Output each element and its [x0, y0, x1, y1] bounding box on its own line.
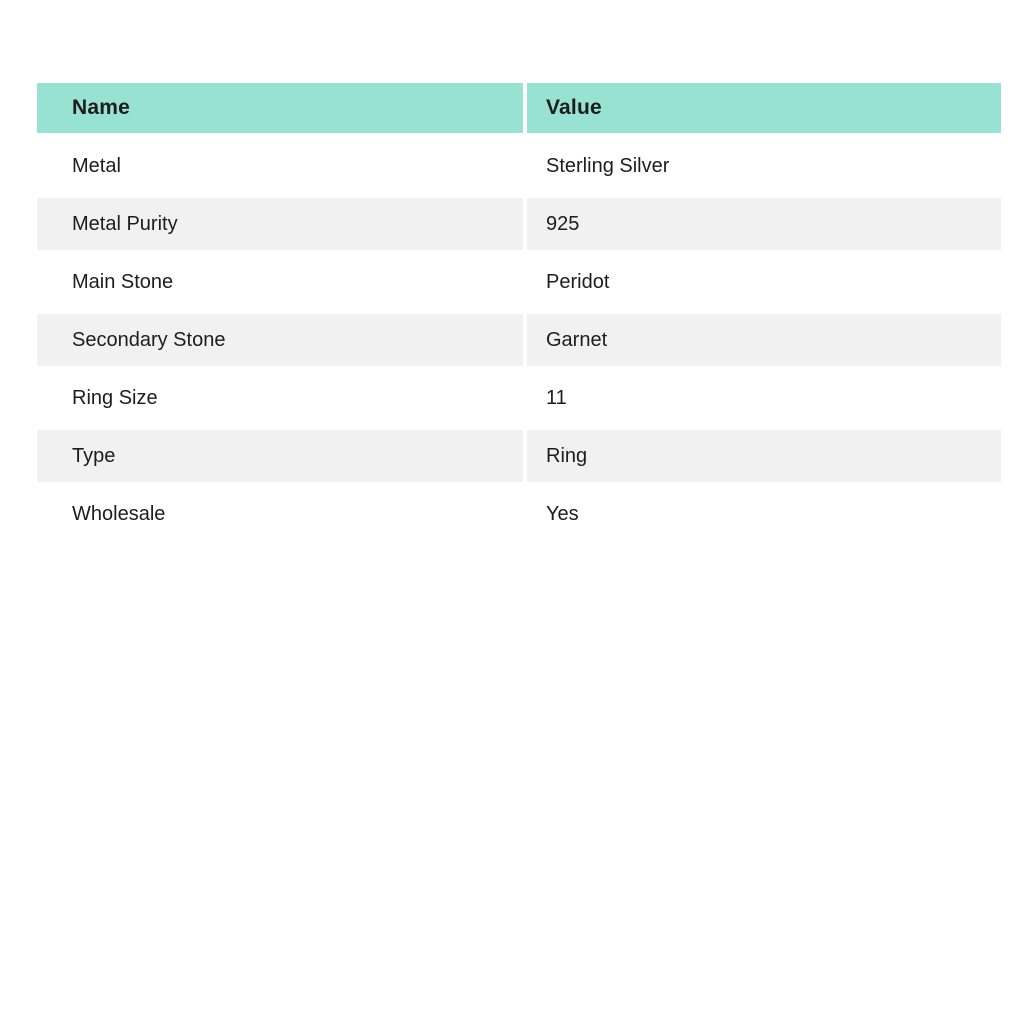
- row-name-cell: Metal: [72, 154, 121, 177]
- row-name-cell: Ring Size: [72, 386, 158, 409]
- table-row: [37, 311, 1001, 369]
- product-spec-table: [37, 83, 1001, 543]
- table-row: [37, 485, 1001, 543]
- row-name-cell: Secondary Stone: [37, 311, 523, 369]
- table-body: [37, 137, 1001, 543]
- table-row: [37, 253, 1001, 311]
- column-header-name: Name: [37, 83, 523, 133]
- table-row: [37, 427, 1001, 485]
- table-header-row: [37, 83, 1001, 133]
- row-name-cell: Wholesale: [72, 502, 166, 525]
- row-value-cell: Garnet: [527, 311, 1001, 369]
- row-value-cell: Yes: [546, 502, 579, 525]
- row-name-cell: Type: [37, 427, 523, 485]
- row-value-cell: Ring: [527, 427, 1001, 485]
- row-name-cell: Metal Purity: [37, 195, 523, 253]
- table-row: [37, 137, 1001, 195]
- table-row: [37, 195, 1001, 253]
- table-row: [37, 369, 1001, 427]
- row-value-cell: Peridot: [546, 270, 610, 293]
- row-value-cell: Sterling Silver: [546, 154, 670, 177]
- row-value-cell: 925: [527, 195, 1001, 253]
- row-name-cell: Main Stone: [72, 270, 174, 293]
- column-header-value: Value: [527, 83, 1001, 133]
- row-value-cell: 11: [546, 386, 567, 409]
